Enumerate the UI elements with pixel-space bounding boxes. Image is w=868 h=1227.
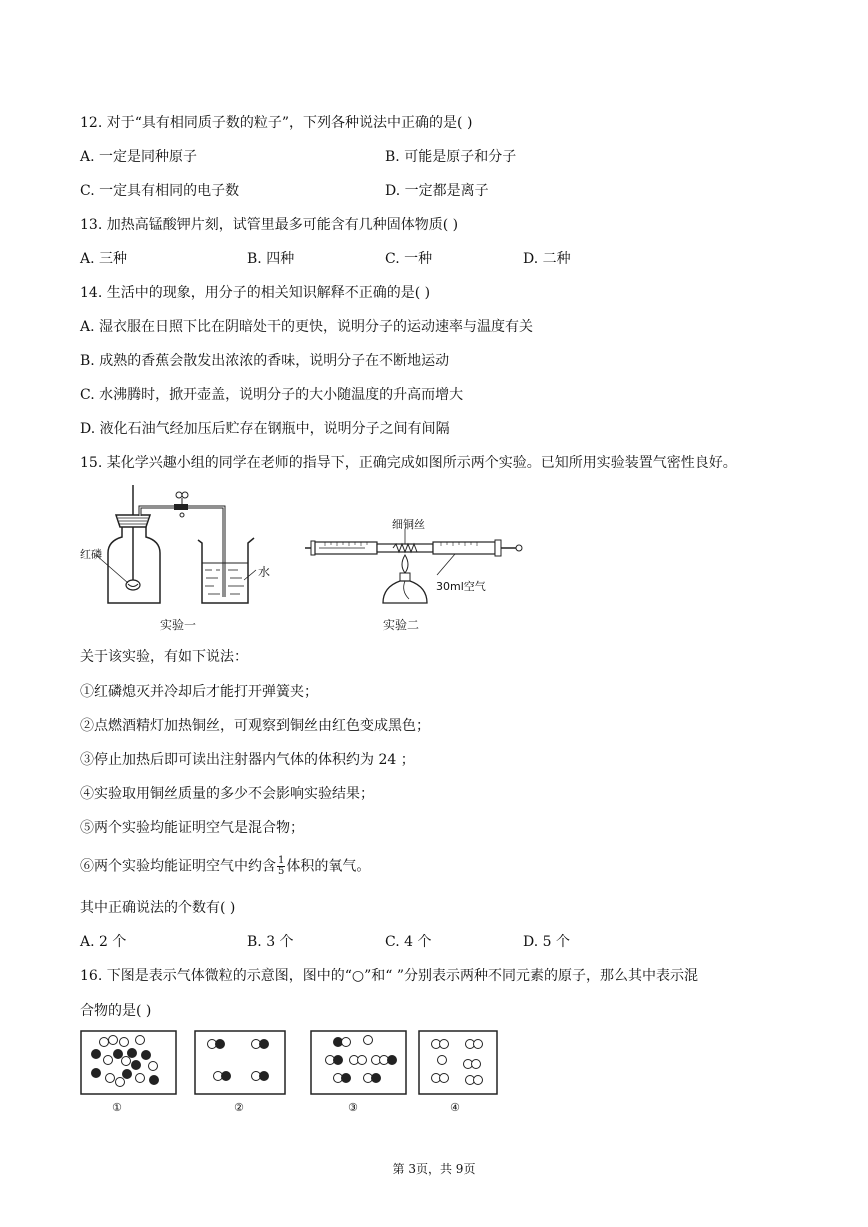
q15-option-c: C. 4 个: [385, 934, 432, 950]
caption-experiment-one: 实验一: [160, 618, 197, 632]
caption-experiment-two: 实验二: [383, 618, 420, 632]
q15-statement-4: ④实验取用铜丝质量的多少不会影响实验结果；: [80, 786, 374, 802]
q15-intro: 关于该实验，有如下说法：: [80, 649, 248, 665]
q15-option-d: D. 5 个: [523, 934, 570, 950]
particle-box-4: [418, 1030, 498, 1095]
q12-option-d: D. 一定都是离子: [385, 183, 489, 199]
q15-statement-3: ③停止加热后即可读出注射器内气体的体积约为 24 ；: [80, 752, 415, 768]
box-label-1: ①: [112, 1101, 122, 1114]
q15-statement-6-prefix: ⑥两个实验均能证明空气中约含: [80, 858, 276, 875]
q15-statement-1: ①红磷熄灭并冷却后才能打开弹簧夹；: [80, 684, 318, 700]
label-water: 水: [258, 565, 271, 579]
page-footer: 第 3页，共 9页: [392, 1162, 476, 1176]
label-red-phosphorus: 红磷: [80, 548, 102, 561]
q16-stem-line-1: 16. 下图是表示气体微粒的示意图，图中的“○”和“ ”分别表示两种不同元素的原子，那么其中表示混: [80, 968, 699, 984]
q14-option-a: A. 湿衣服在日照下比在阴暗处干的更快，说明分子的运动速率与温度有关: [80, 319, 534, 335]
q13-option-b: B. 四种: [247, 251, 295, 267]
particle-box-2: [194, 1030, 286, 1095]
box-label-3: ③: [348, 1101, 358, 1114]
q13-option-d: D. 二种: [523, 251, 571, 267]
label-30ml-air: 30ml空气: [436, 580, 486, 593]
q15-option-a: A. 2 个: [80, 934, 127, 950]
q14-stem: 14. 生活中的现象，用分子的相关知识解释不正确的是( ): [80, 285, 431, 301]
box-label-4: ④: [450, 1101, 460, 1114]
particle-box-1: [80, 1030, 177, 1095]
q15-question: 其中正确说法的个数有( ): [80, 900, 236, 916]
particle-box-3: [310, 1030, 407, 1095]
q15-stem: 15. 某化学兴趣小组的同学在老师的指导下，正确完成如图所示两个实验。已知所用实验装置气密性良好。: [80, 455, 737, 471]
q15-option-b: B. 3 个: [247, 934, 294, 950]
q12-stem: 12. 对于“具有相同质子数的粒子”，下列各种说法中正确的是( ): [80, 115, 473, 131]
fraction-numerator: 1: [278, 855, 285, 866]
q12-option-c: C. 一定具有相同的电子数: [80, 183, 240, 199]
q13-option-c: C. 一种: [385, 251, 433, 267]
q16-stem-line-2: 合物的是( ): [80, 1003, 152, 1019]
q13-option-a: A. 三种: [80, 251, 128, 267]
fraction-one-fifth: [277, 856, 285, 877]
q12-option-b: B. 可能是原子和分子: [385, 149, 517, 165]
label-copper-wire: 细铜丝: [392, 518, 425, 531]
q15-statement-6-suffix: 体积的氧气。: [286, 858, 371, 875]
fraction-denominator: 5: [278, 866, 285, 877]
q15-statement-5: ⑤两个实验均能证明空气是混合物；: [80, 820, 304, 836]
q12-option-a: A. 一定是同种原子: [80, 149, 198, 165]
q15-statement-2: ②点燃酒精灯加热铜丝，可观察到铜丝由红色变成黑色；: [80, 718, 430, 734]
q15-statement-6: [80, 856, 370, 877]
q13-stem: 13. 加热高锰酸钾片刻，试管里最多可能含有几种固体物质( ): [80, 217, 459, 233]
q14-option-c: C. 水沸腾时，掀开壶盖，说明分子的大小随温度的升高而增大: [80, 387, 464, 403]
box-label-2: ②: [234, 1101, 244, 1114]
experiment-one-figure: [78, 485, 278, 615]
q14-option-d: D. 液化石油气经加压后贮存在钢瓶中，说明分子之间有间隔: [80, 421, 450, 437]
q14-option-b: B. 成熟的香蕉会散发出浓浓的香味，说明分子在不断地运动: [80, 353, 450, 369]
